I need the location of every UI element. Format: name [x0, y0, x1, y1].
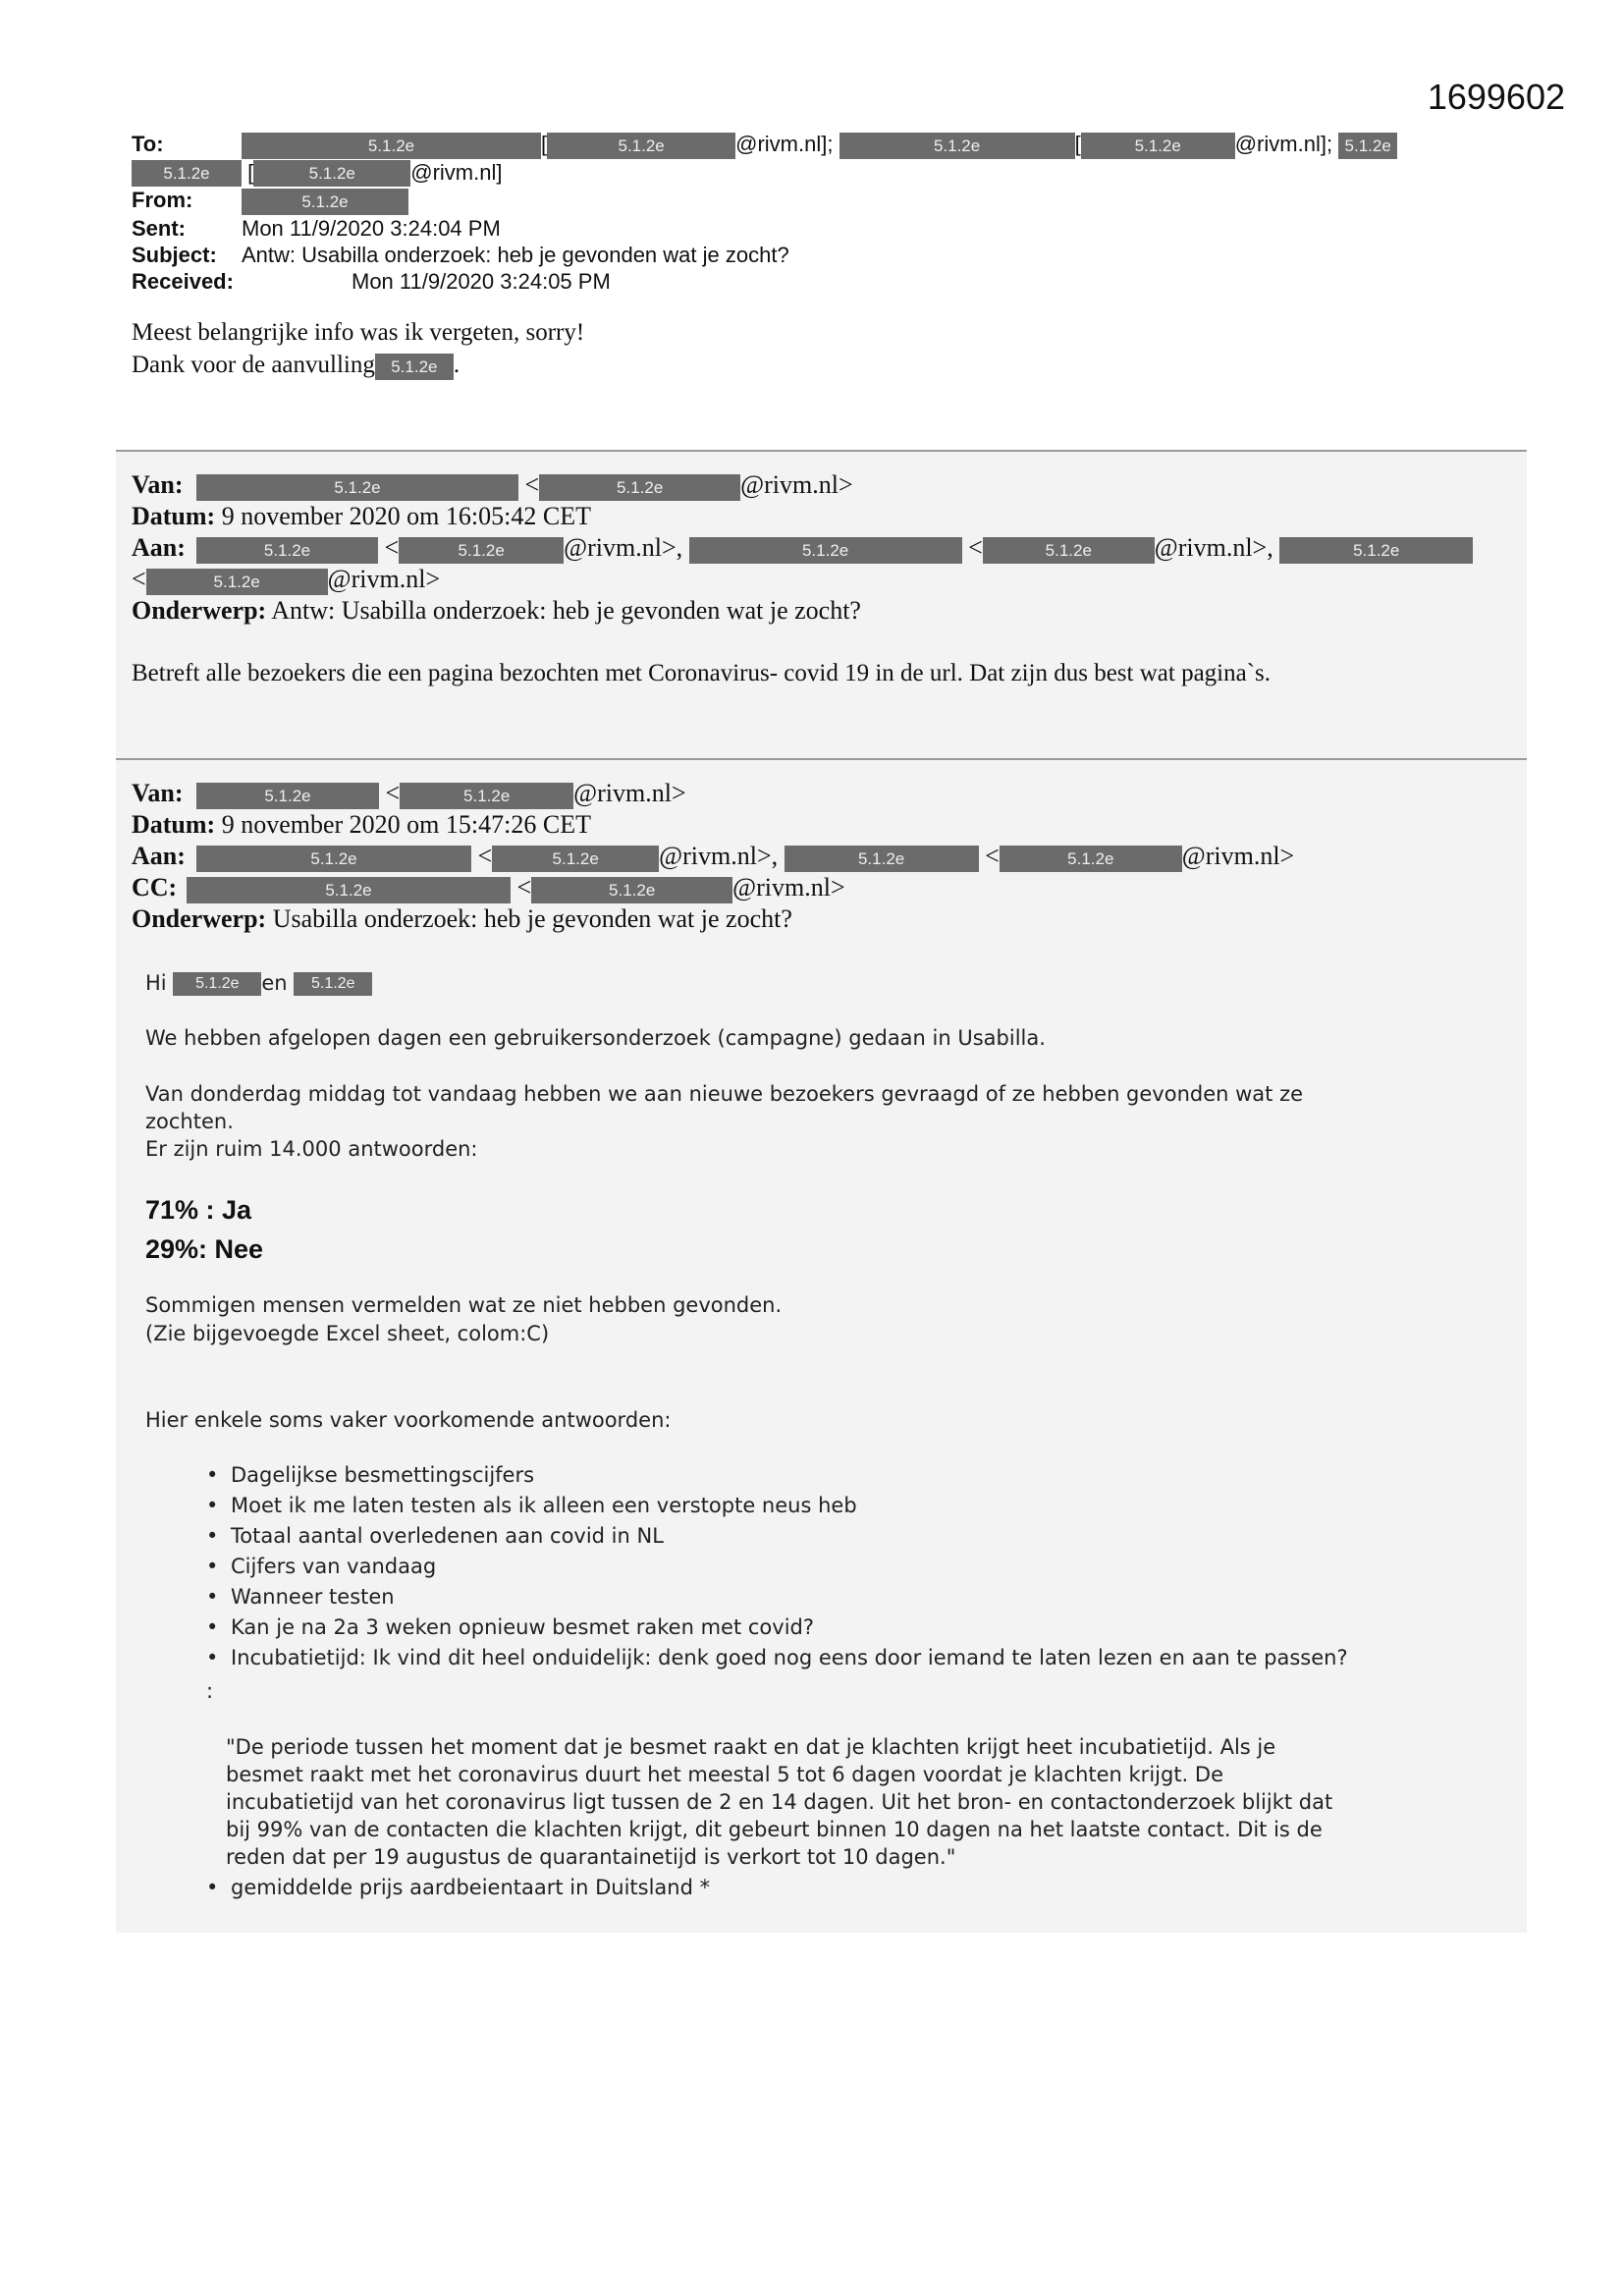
- subject-value: Antw: Usabilla onderzoek: heb je gevonden wat je zocht?: [242, 243, 789, 268]
- greeting-en: en: [261, 971, 288, 995]
- body-line: Meest belangrijke info was ik vergeten, sorry!: [132, 319, 585, 346]
- email-domain: @rivm.nl>: [1181, 842, 1295, 870]
- answers-ul: [206, 1460, 1522, 1673]
- redaction: 5.1.2e: [689, 537, 962, 564]
- top-email-body: [132, 316, 584, 381]
- lt: <: [384, 533, 400, 562]
- lt: <: [516, 873, 532, 902]
- redaction: 5.1.2e: [196, 537, 378, 564]
- datum-value: 9 november 2020 om 16:05:42 CET: [221, 502, 591, 530]
- onderwerp-value: Usabilla onderzoek: heb je gevonden wat je zocht?: [272, 904, 792, 933]
- redaction: 5.1.2e: [1338, 133, 1397, 159]
- email-domain: @rivm.nl>: [327, 565, 441, 593]
- greeting: [145, 968, 372, 998]
- redaction: 5.1.2e: [983, 537, 1155, 564]
- body-line: [132, 349, 584, 381]
- p2-line: Er zijn ruim 14.000 antwoorden:: [145, 1137, 478, 1161]
- datum-row: [132, 809, 1294, 841]
- list-item: • Kan je na 2a 3 weken opnieuw besmet raken met covid?: [206, 1613, 1522, 1643]
- email-domain: @rivm.nl>: [732, 873, 845, 902]
- list-item: • Totaal aantal overledenen aan covid in NL: [206, 1521, 1522, 1552]
- stat-ja: 71% : Ja: [145, 1195, 252, 1225]
- redaction: 5.1.2e: [547, 133, 735, 159]
- sent-row: [132, 215, 1506, 242]
- greeting-hi: Hi: [145, 971, 167, 995]
- van-row: [132, 469, 1473, 501]
- from-row: [132, 187, 1506, 215]
- p1: We hebben afgelopen dagen een gebruikersonderzoek (campagne) gedaan in Usabilla.: [145, 1026, 1046, 1050]
- list-item: • gemiddelde prijs aardbeientaart in Duitsland *: [206, 1874, 710, 1901]
- p3: [145, 1291, 782, 1348]
- sent-label: Sent:: [132, 216, 186, 242]
- datum-label: Datum:: [132, 810, 216, 839]
- stats: [145, 1190, 263, 1269]
- bracket: [: [541, 132, 548, 156]
- aan-row-continued: [132, 564, 1473, 595]
- redaction: 5.1.2e: [1081, 133, 1235, 159]
- email2-body: Betreft alle bezoekers die een pagina bezochten met Coronavirus- covid 19 in de url. Dat zijn dus best wat pagina`s.: [132, 660, 1272, 686]
- aan-row: [132, 532, 1473, 564]
- redaction: 5.1.2e: [375, 354, 454, 380]
- redaction: 5.1.2e: [294, 972, 372, 996]
- list-item: • Moet ik me laten testen als ik alleen een verstopte neus heb: [206, 1491, 1522, 1521]
- quote-lines: [226, 1733, 1332, 1871]
- from-label: From:: [132, 188, 193, 213]
- sent-value: Mon 11/9/2020 3:24:04 PM: [242, 216, 501, 242]
- redaction: 5.1.2e: [1000, 846, 1182, 872]
- redaction: 5.1.2e: [187, 877, 511, 903]
- onderwerp-row: [132, 595, 1473, 627]
- quote-line: incubatietijd van het coronavirus ligt tussen de 2 en 14 dagen. Uit het bron- en contactonderzoek blijkt dat: [226, 1790, 1333, 1814]
- redaction: 5.1.2e: [146, 569, 328, 595]
- received-row: [132, 268, 1506, 295]
- redaction: 5.1.2e: [242, 189, 408, 215]
- aan-label: Aan:: [132, 533, 186, 562]
- email-domain: @rivm.nl>,: [1154, 533, 1273, 562]
- email-domain: @rivm.nl];: [1234, 132, 1333, 156]
- stat-nee: 29%: Nee: [145, 1234, 264, 1264]
- email-domain: @rivm.nl]: [410, 159, 503, 185]
- aan-label: Aan:: [132, 842, 186, 870]
- datum-label: Datum:: [132, 502, 216, 530]
- email3-header: [132, 778, 1294, 935]
- onderwerp-row: [132, 903, 1294, 935]
- quote-line: bij 99% van de contacten die klachten krijgt, dit gebeurt binnen 10 dagen na het laatste contact. Dit is de: [226, 1818, 1323, 1841]
- redaction: 5.1.2e: [196, 783, 379, 809]
- redaction: 5.1.2e: [253, 160, 410, 187]
- email-domain: @rivm.nl>,: [659, 842, 779, 870]
- redaction: 5.1.2e: [196, 474, 518, 501]
- received-label: Received:: [132, 269, 234, 295]
- van-row: [132, 778, 1294, 809]
- email-domain: @rivm.nl>: [573, 779, 686, 807]
- lt: <: [477, 842, 493, 870]
- divider: [116, 450, 1527, 452]
- datum-row: [132, 501, 1473, 532]
- p2-line: zochten.: [145, 1110, 234, 1133]
- redaction: 5.1.2e: [785, 846, 979, 872]
- redaction: 5.1.2e: [839, 133, 1075, 159]
- p4: Hier enkele soms vaker voorkomende antwoorden:: [145, 1408, 672, 1432]
- last-answer-ul: [206, 1874, 710, 1901]
- email-domain: @rivm.nl];: [735, 132, 834, 156]
- lt: <: [985, 842, 1000, 870]
- redaction: 5.1.2e: [242, 133, 541, 159]
- period: .: [453, 352, 460, 378]
- document-number: 1699602: [1427, 77, 1565, 117]
- bracket: [: [1074, 132, 1081, 156]
- quote-line: "De periode tussen het moment dat je besmet raakt en dat je klachten krijgt heet incubatietijd. Als je: [226, 1735, 1276, 1759]
- aan-row: [132, 841, 1294, 872]
- redaction: 5.1.2e: [492, 846, 659, 872]
- van-label: Van:: [132, 470, 184, 499]
- quote-block: [226, 1733, 1332, 1871]
- p3-line: (Zie bijgevoegde Excel sheet, colom:C): [145, 1322, 550, 1345]
- redaction: 5.1.2e: [1279, 537, 1473, 564]
- subject-row: [132, 242, 1506, 268]
- cc-label: CC:: [132, 873, 178, 902]
- bracket: [: [247, 159, 254, 185]
- onderwerp-label: Onderwerp:: [132, 904, 267, 933]
- van-label: Van:: [132, 779, 184, 807]
- email2-header: [132, 469, 1473, 627]
- datum-value: 9 november 2020 om 15:47:26 CET: [221, 810, 591, 839]
- onderwerp-value: Antw: Usabilla onderzoek: heb je gevonden wat je zocht?: [271, 596, 861, 625]
- onderwerp-label: Onderwerp:: [132, 596, 267, 625]
- list-item: • Incubatietijd: Ik vind dit heel onduidelijk: denk goed nog eens door iemand te laten lezen en aan te passen?: [206, 1643, 1522, 1673]
- p2-line: Van donderdag middag tot vandaag hebben we aan nieuwe bezoekers gevraagd of ze hebben gevonden wat ze: [145, 1082, 1304, 1106]
- lt: <: [524, 470, 540, 499]
- body-text: Dank voor de aanvulling: [132, 352, 375, 378]
- email-domain: @rivm.nl>,: [564, 533, 683, 562]
- lt: <: [132, 565, 146, 593]
- redaction: 5.1.2e: [531, 877, 732, 903]
- subject-label: Subject:: [132, 243, 217, 268]
- to-label: To:: [132, 132, 164, 156]
- p2: [145, 1080, 1303, 1163]
- top-email-header: [132, 131, 1506, 295]
- colon: :: [206, 1679, 214, 1703]
- quote-line: reden dat per 19 augustus de quarantainetijd is verkort tot 10 dagen.": [226, 1845, 956, 1869]
- lt: <: [968, 533, 983, 562]
- redaction: 5.1.2e: [132, 160, 242, 187]
- p3-line: Sommigen mensen vermelden wat ze niet hebben gevonden.: [145, 1293, 783, 1317]
- received-value: Mon 11/9/2020 3:24:05 PM: [352, 269, 611, 295]
- email-domain: @rivm.nl>: [740, 470, 853, 499]
- quote-line: besmet raakt met het coronavirus duurt het meestal 5 tot 6 dagen voordat je klachten krijgt. De: [226, 1763, 1223, 1786]
- to-row: [132, 131, 1506, 159]
- lt: <: [385, 779, 401, 807]
- list-item: • Dagelijkse besmettingscijfers: [206, 1460, 1522, 1491]
- redaction: 5.1.2e: [400, 783, 573, 809]
- list-item: • Cijfers van vandaag: [206, 1552, 1522, 1582]
- divider: [116, 758, 1527, 760]
- redaction: 5.1.2e: [173, 972, 261, 996]
- list-item: • Wanneer testen: [206, 1582, 1522, 1613]
- to-row-continued: [132, 159, 1506, 188]
- cc-row: [132, 872, 1294, 903]
- redaction: 5.1.2e: [539, 474, 740, 501]
- last-answer: [206, 1874, 710, 1901]
- redaction: 5.1.2e: [399, 537, 564, 564]
- redaction: 5.1.2e: [196, 846, 471, 872]
- answers-list: [206, 1460, 1522, 1673]
